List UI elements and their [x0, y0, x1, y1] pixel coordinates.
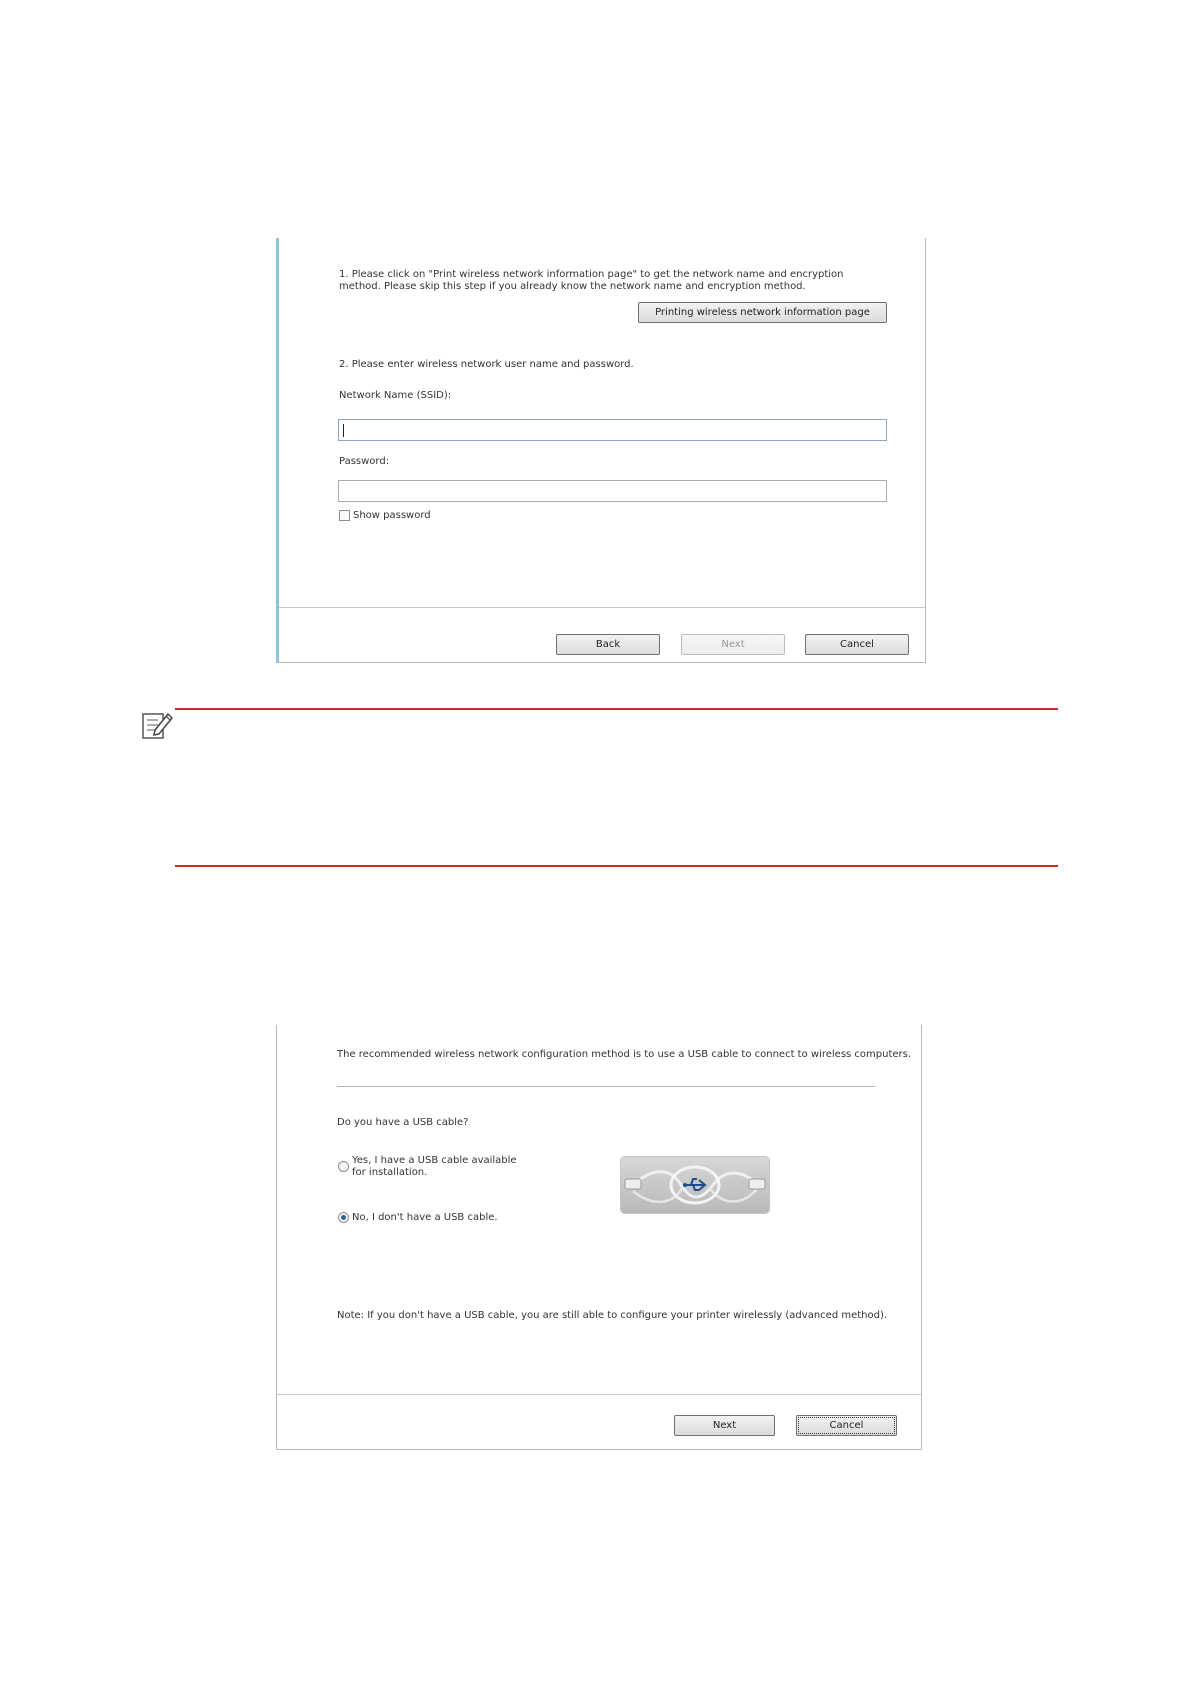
usb-no-label: No, I don't have a USB cable. — [352, 1212, 498, 1223]
intro-text: The recommended wireless network configuration method is to use a USB cable to connect to wireless computers. — [337, 1049, 912, 1060]
text-caret — [343, 424, 344, 437]
next-button[interactable]: Next — [674, 1415, 775, 1436]
next-button[interactable]: Next — [681, 634, 785, 655]
step2-instructions: 2. Please enter wireless network user name and password. — [339, 359, 634, 370]
usb-question: Do you have a USB cable? — [337, 1117, 469, 1128]
note-text: Note: If you don't have a USB cable, you are still able to configure your printer wirelessly (advanced method). — [337, 1310, 888, 1321]
cancel-button[interactable]: Cancel — [805, 634, 909, 655]
wireless-credentials-dialog — [276, 238, 926, 663]
cancel-button[interactable]: Cancel — [796, 1415, 897, 1436]
usb-yes-label: Yes, I have a USB cable available for installation. — [352, 1155, 517, 1178]
step1-instructions: 1. Please click on "Print wireless network information page" to get the network name and encryption method. Please skip this step if you already know the network name and encryption method. — [339, 269, 844, 292]
show-password-label: Show password — [353, 510, 431, 521]
note-bottom-rule — [175, 865, 1058, 867]
ssid-input[interactable] — [338, 419, 887, 441]
back-button[interactable]: Back — [556, 634, 660, 655]
button-bar-divider — [279, 607, 925, 608]
password-input[interactable] — [338, 480, 887, 502]
button-bar-divider — [277, 1394, 921, 1395]
usb-yes-radio[interactable] — [338, 1161, 349, 1172]
usb-cable-dialog — [276, 1025, 922, 1450]
usb-cable-icon — [620, 1156, 770, 1214]
ssid-label: Network Name (SSID): — [339, 390, 452, 401]
note-top-rule — [175, 708, 1058, 710]
print-network-info-button[interactable]: Printing wireless network information page — [638, 302, 887, 323]
note-pencil-icon — [140, 708, 174, 742]
show-password-checkbox[interactable] — [339, 510, 350, 521]
intro-divider — [337, 1086, 875, 1087]
usb-no-radio[interactable] — [338, 1212, 349, 1223]
password-label: Password: — [339, 456, 390, 467]
